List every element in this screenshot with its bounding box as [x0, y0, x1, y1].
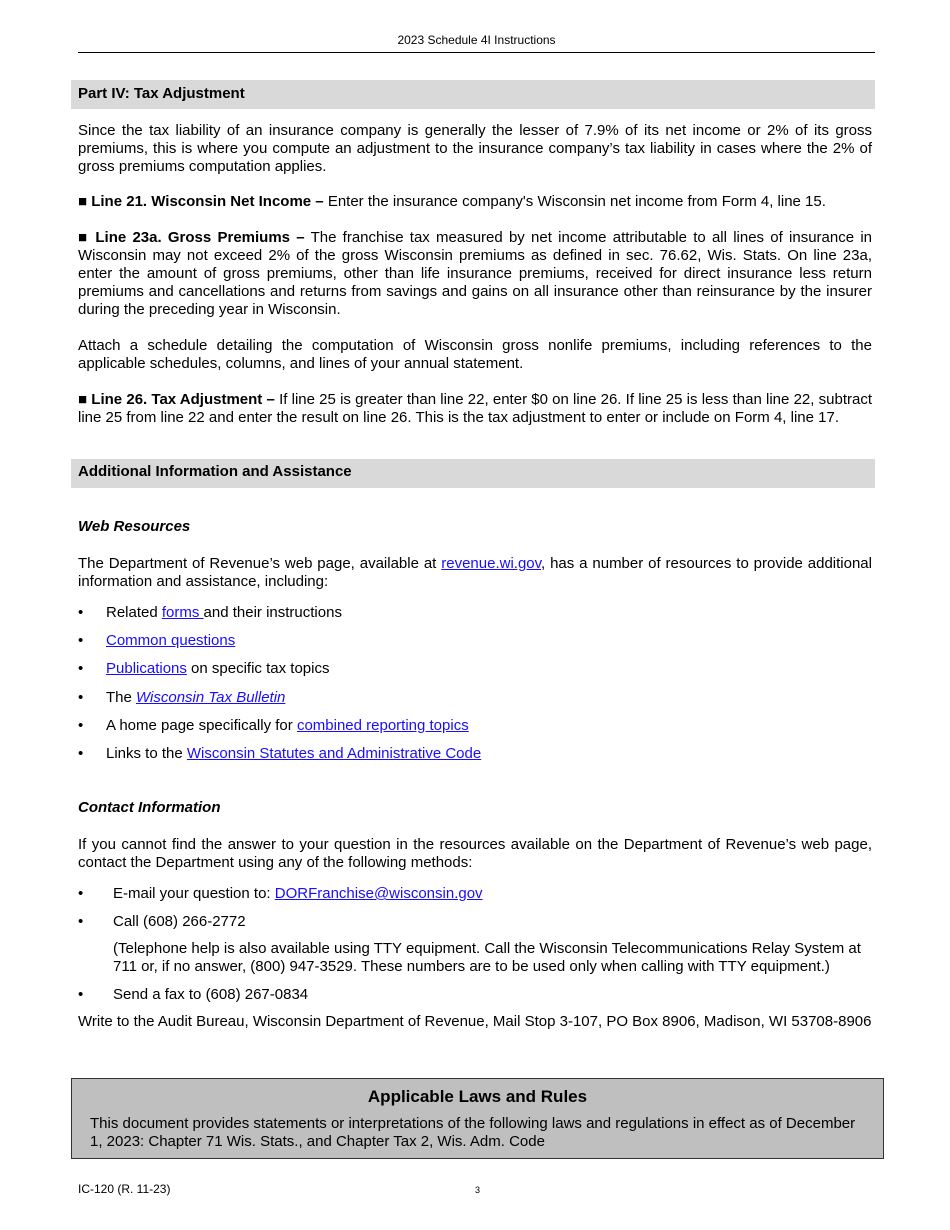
applicable-laws-body: This document provides statements or interpretations of the following laws and regulations in effect as of December 1, 2023: Chapter 71 Wis. Stats., and Chapter Tax 2, Wis. Adm. Code	[90, 1115, 856, 1150]
mailing-address: Write to the Audit Bureau, Wisconsin Department of Revenue, Mail Stop 3-107, PO Box 8906, Madison, WI 53708-8906	[78, 1013, 872, 1030]
list-item-text: and their instructions	[203, 604, 342, 621]
line-23a-label: ■ Line 23a. Gross Premiums –	[78, 229, 305, 246]
email-link[interactable]: DORFranchise@wisconsin.gov	[274, 885, 483, 902]
tty-note: (Telephone help is also available using TTY equipment. Call the Wisconsin Telecommunications Relay System at 711 or, if no answer, (800) 947-3529. These numbers are to be used only when calling with TTY equipment.)	[113, 940, 861, 975]
list-item-text: Links to the	[106, 745, 187, 762]
applicable-laws-title: Applicable Laws and Rules	[367, 1087, 588, 1106]
attach-schedule-paragraph: Attach a schedule detailing the computation of Wisconsin gross nonlife premiums, including references to the applicable schedules, columns, and lines of your annual statement.	[78, 337, 872, 372]
line-26-label: ■ Line 26. Tax Adjustment –	[78, 391, 275, 408]
contact-intro: If you cannot find the answer to your question in the resources available on the Department of Revenue’s web page, contact the Department using any of the following methods:	[78, 836, 872, 871]
line-21-label: ■ Line 21. Wisconsin Net Income –	[78, 193, 324, 210]
bullet-icon: •	[78, 745, 84, 762]
web-resources-intro	[78, 555, 872, 591]
bullet-icon: •	[78, 986, 84, 1003]
bullet-icon: •	[78, 660, 84, 677]
web-resources-subheading: Web Resources	[78, 518, 191, 535]
line-23a-text: The franchise tax measured by net income attributable to all lines of insurance in Wisconsin may not exceed 2% of the gross Wisconsin premiums as defined in sec. 76.62, Wis. Stats. On line 23a, enter the amount of gross premiums, other than life insurance premiums, received for direct insurance less return premiums and cancellations and returns from savings and gains on all insurance other than reinsurance by the insurer during the preceding year in Wisconsin.	[78, 229, 873, 318]
line-23a-paragraph	[78, 229, 872, 319]
revenue-website-link[interactable]: revenue.wi.gov	[441, 555, 542, 572]
list-item-text: The	[106, 689, 137, 706]
statutes-code-link[interactable]: Wisconsin Statutes and Administrative Code	[186, 745, 482, 762]
list-item-text: Related	[106, 604, 162, 621]
part-iv-heading: Part IV: Tax Adjustment	[71, 80, 875, 109]
list-item-text: A home page specifically for	[106, 717, 297, 734]
line-26-text: If line 25 is greater than line 22, enter $0 on line 26. If line 25 is less than line 22, subtract line 25 from line 22 and enter the result on line 26. This is the tax adjustment to enter or include on Form 4, line 17.	[78, 391, 872, 426]
bullet-icon: •	[78, 689, 84, 706]
form-identifier: IC-120 (R. 11-23)	[78, 1182, 171, 1196]
publications-link[interactable]: Publications	[106, 660, 187, 677]
line-21-paragraph	[78, 193, 872, 211]
wisconsin-tax-bulletin-link[interactable]: Wisconsin Tax Bulletin	[136, 689, 286, 706]
applicable-laws-box	[71, 1078, 884, 1159]
bullet-icon: •	[78, 717, 84, 734]
common-questions-link[interactable]: Common questions	[106, 632, 236, 649]
bullet-icon: •	[78, 604, 84, 621]
forms-link[interactable]: forms	[161, 604, 204, 621]
web-intro-text-before: The Department of Revenue’s web page, available at	[78, 555, 442, 572]
bullet-icon: •	[78, 885, 84, 902]
combined-reporting-link[interactable]: combined reporting topics	[296, 717, 469, 734]
page-number: 3	[475, 1185, 481, 1195]
header-divider	[78, 52, 875, 53]
page-header-title: 2023 Schedule 4I Instructions	[397, 33, 556, 47]
list-item-text: on specific tax topics	[186, 660, 330, 677]
bullet-icon: •	[78, 632, 84, 649]
bullet-icon: •	[78, 913, 84, 930]
line-21-text: Enter the insurance company's Wisconsin net income from Form 4, line 15.	[323, 193, 826, 210]
email-label: E-mail your question to:	[113, 885, 275, 902]
line-26-paragraph	[78, 391, 872, 427]
web-intro-text-after: , has a number of resources to provide additional information and assistance, including:	[78, 555, 872, 590]
assistance-heading: Additional Information and Assistance	[71, 459, 875, 488]
fax-number: Send a fax to (608) 267-0834	[113, 986, 309, 1003]
part-iv-intro: Since the tax liability of an insurance company is generally the lesser of 7.9% of its net income or 2% of its gross premiums, this is where you compute an adjustment to the insurance company’s tax liability in cases where the 2% of gross premiums computation applies.	[78, 122, 872, 175]
contact-information-subheading: Contact Information	[78, 799, 221, 816]
phone-number: Call (608) 266-2772	[113, 913, 246, 930]
